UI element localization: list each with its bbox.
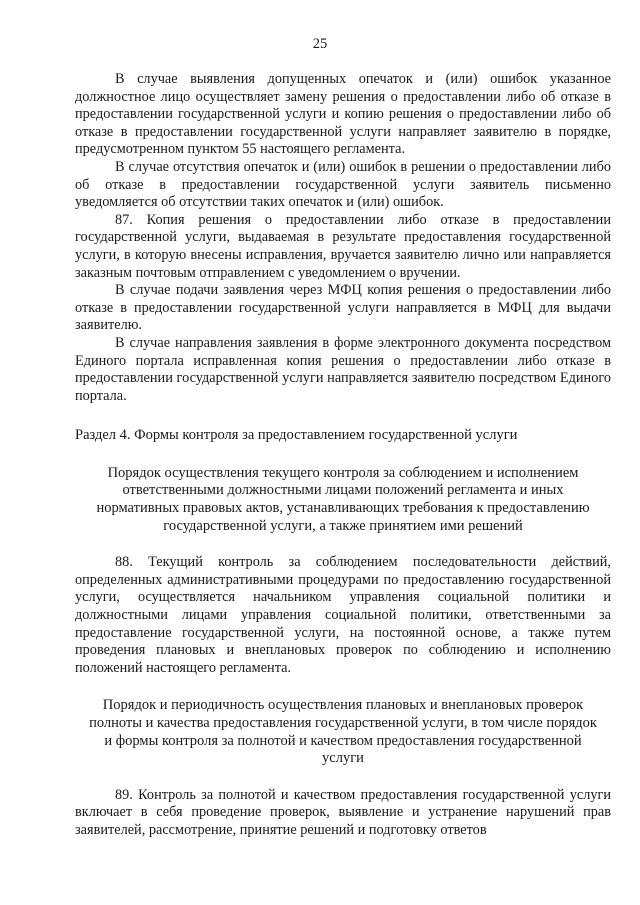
paragraph-no-typos: В случае отсутствия опечаток и (или) ошибок в решении о предоставлении либо об отказе в предоставлении государственной услуги заявитель письменно уведомляется об отсутствии таких опечаток и (или) ошибок. — [75, 158, 611, 211]
subheading-inspections: Порядок и периодичность осуществления плановых и внеплановых проверок полноты и качества предоставления государственной услуги, в том числе порядок и формы контроля за полнотой и качеством предоставления государственной услуги — [89, 697, 597, 767]
page-number: 25 — [312, 36, 328, 52]
paragraph-typo-replacement: В случае выявления допущенных опечаток и (или) ошибок указанное должностное лицо осуществляет замену решения о предоставлении либо об отказе в предоставлении государственной услуги и копию решения о предоставлении либо об отказе в предоставлении государственной услуги направляет заявителю в порядке, предусмотренном пунктом 55 настоящего регламента. — [75, 71, 611, 158]
paragraph-mfc: В случае подачи заявления через МФЦ копия решения о предоставлении либо отказе в предоставлении государственной услуги направляется в МФЦ для выдачи заявителю. — [75, 282, 611, 334]
section-heading: Раздел 4. Формы контроля за предоставлением государственной услуги — [75, 427, 518, 444]
document-body — [75, 71, 611, 840]
paragraph-88: 88. Текущий контроль за соблюдением последовательности действий, определенных административными процедурами по предоставлению государственной услуги, осуществляется начальником управления социальной политики и должностными лицами управления социальной политики, ответственными за предоставление государственной услуги, на постоянной основе, а также путем проведения плановых и внеплановых проверок по соблюдению и исполнению положений настоящего регламента. — [75, 554, 611, 676]
paragraph-portal: В случае направления заявления в форме электронного документа посредством Единого портала исправленная копия решения о предоставлении либо отказе в предоставлении государственной услуги направляется заявителю посредством Единого портала. — [75, 334, 611, 404]
paragraph-87: 87. Копия решения о предоставлении либо отказе в предоставлении государственной услуги, выдаваемая в результате предоставления государственной услуги, в которую внесены исправления, вручается заявителю лично или направляется заказным почтовым отправлением с уведомлением о вручении. — [75, 211, 611, 281]
paragraph-89: 89. Контроль за полнотой и качеством предоставления государственной услуги включает в себя проведение проверок, выявление и устранение нарушений прав заявителей, рассмотрение, принятие решений и подготовку ответов — [75, 786, 611, 838]
subheading-current-control: Порядок осуществления текущего контроля за соблюдением и исполнением ответственными должностными лицами положений регламента и иных нормативных правовых актов, устанавливающих требования к предоставлению государственной услуги, а также принятием ими решений — [96, 464, 590, 534]
